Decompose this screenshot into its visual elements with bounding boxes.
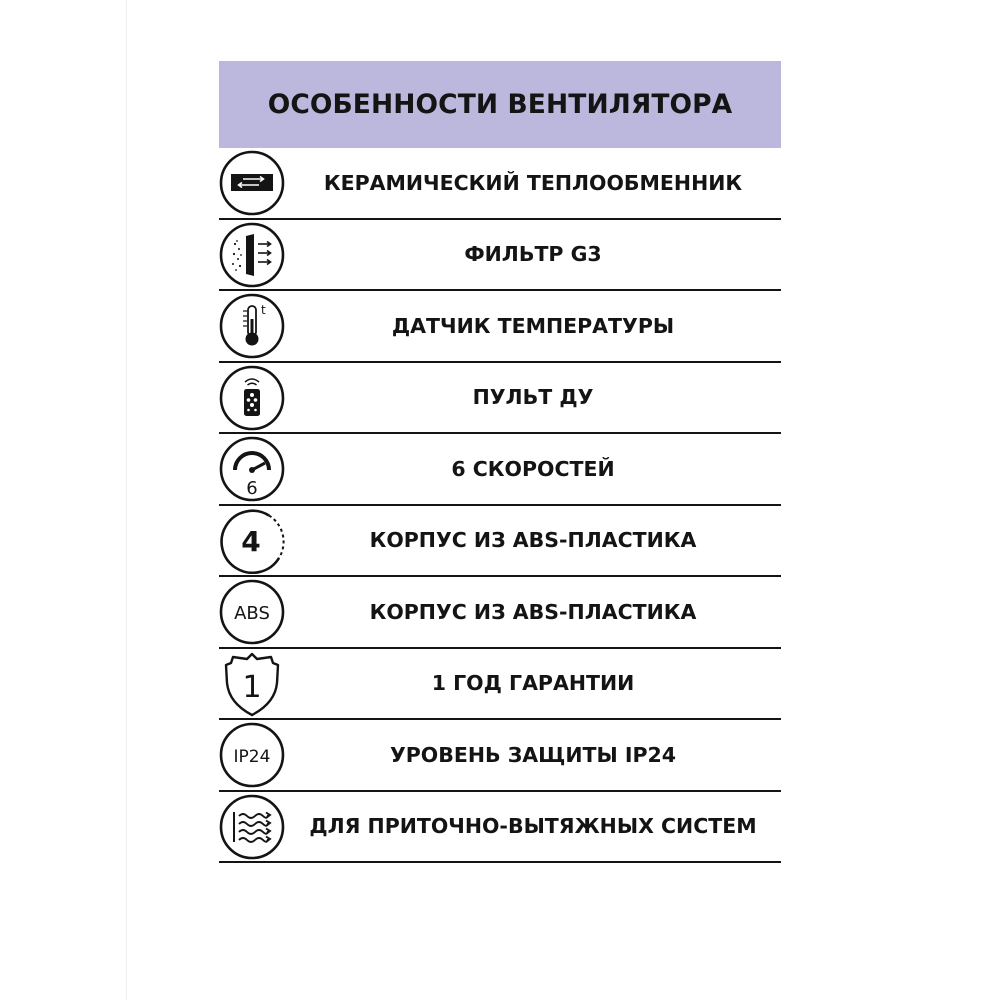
icon-digit-1: 1	[242, 669, 262, 705]
feature-label: ДЛЯ ПРИТОЧНО-ВЫТЯЖНЫХ СИСТЕМ	[309, 814, 757, 839]
feature-row	[219, 220, 781, 292]
filter-icon	[219, 222, 285, 288]
feature-row	[219, 720, 781, 792]
number-four-icon	[219, 508, 285, 574]
remote-control-icon	[219, 365, 285, 431]
warranty-shield-icon	[219, 651, 285, 717]
feature-label: УРОВЕНЬ ЗАЩИТЫ IP24	[389, 742, 677, 767]
ip24-icon	[219, 722, 285, 788]
feature-label: 1 ГОД ГАРАНТИИ	[431, 671, 635, 696]
page-edge-line	[126, 0, 127, 1000]
feature-label: ФИЛЬТР G3	[464, 242, 602, 267]
heat-exchanger-icon	[219, 150, 285, 216]
airflow-icon	[219, 794, 285, 860]
feature-label: КЕРАМИЧЕСКИЙ ТЕПЛООБМЕННИК	[323, 170, 743, 195]
feature-label: КОРПУС ИЗ ABS-ПЛАСТИКА	[369, 599, 697, 624]
speedometer-icon	[219, 436, 285, 502]
icon-digit-4: 4	[241, 524, 261, 558]
thermometer-icon	[219, 293, 285, 359]
features-sheet	[219, 61, 781, 863]
icon-text-ip24: IP24	[233, 747, 271, 767]
feature-label: КОРПУС ИЗ ABS-ПЛАСТИКА	[369, 528, 697, 553]
icon-digit-6: 6	[246, 478, 258, 499]
feature-row	[219, 363, 781, 435]
feature-label: 6 СКОРОСТЕЙ	[451, 456, 615, 481]
features-list	[219, 148, 781, 863]
title-bar	[219, 61, 781, 148]
feature-label: ДАТЧИК ТЕМПЕРАТУРЫ	[391, 313, 675, 338]
feature-row	[219, 291, 781, 363]
feature-row	[219, 506, 781, 578]
feature-row	[219, 577, 781, 649]
feature-label: ПУЛЬТ ДУ	[472, 385, 594, 410]
icon-letter-t: t	[261, 303, 266, 317]
feature-row	[219, 649, 781, 721]
feature-row	[219, 792, 781, 864]
page-title: ОСОБЕННОСТИ ВЕНТИЛЯТОРА	[267, 89, 733, 120]
feature-row	[219, 434, 781, 506]
feature-row	[219, 148, 781, 220]
icon-text-abs: ABS	[234, 603, 270, 624]
abs-icon	[219, 579, 285, 645]
